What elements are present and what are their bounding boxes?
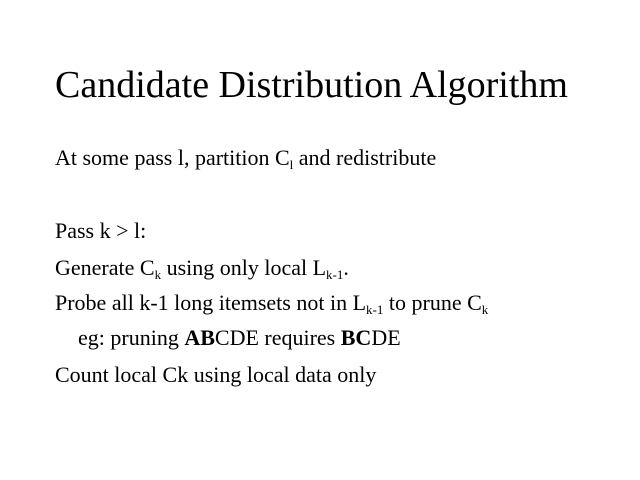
text-segment: Probe all k-1 long itemsets not in L	[55, 290, 367, 315]
bullet-pass-k	[55, 216, 146, 246]
subscript: l	[289, 157, 294, 172]
text-segment: CDE requires	[214, 325, 341, 350]
bullet-example	[78, 323, 401, 353]
text-segment: At some pass l, partition C	[55, 145, 290, 170]
bold-segment: BC	[340, 325, 372, 350]
text-segment: .	[343, 255, 349, 280]
subscript: k	[154, 267, 162, 282]
bullet-count	[55, 360, 376, 390]
bold-segment: AB	[184, 325, 215, 350]
bullet-probe	[55, 288, 488, 318]
bullet-partition	[55, 143, 436, 173]
subscript: k-1	[366, 302, 384, 317]
bullet-generate	[55, 253, 349, 283]
subscript: k-1	[326, 267, 344, 282]
subscript: k	[481, 302, 489, 317]
text-segment: and redistribute	[293, 145, 437, 170]
text-segment: eg: pruning	[78, 325, 185, 350]
text-segment: Pass k > l:	[55, 218, 147, 243]
text-segment: Generate C	[55, 255, 155, 280]
text-segment: using only local L	[161, 255, 327, 280]
text-segment: Count local Ck using local data only	[55, 362, 377, 387]
text-segment: to prune C	[383, 290, 482, 315]
text-segment: DE	[371, 325, 401, 350]
slide-title: Candidate Distribution Algorithm	[55, 64, 568, 106]
